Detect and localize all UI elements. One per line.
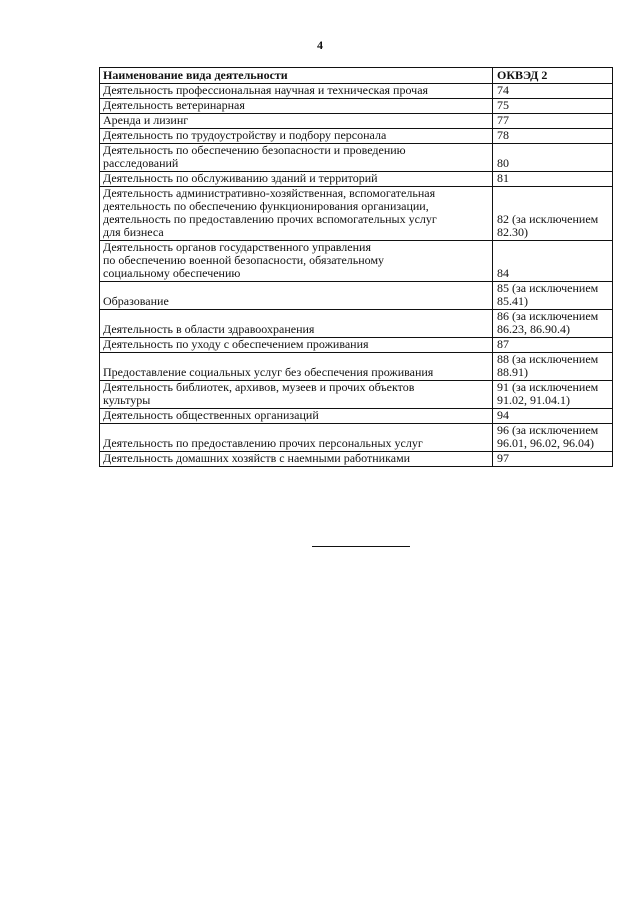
table-row	[100, 424, 613, 452]
okved-code-cell	[493, 144, 613, 172]
activity-name-cell	[100, 114, 493, 129]
activity-name-cell	[100, 424, 493, 452]
okved-code-text: 82.30)	[497, 225, 528, 239]
activity-name-text: Деятельность домашних хозяйств с наемными работниками	[103, 451, 411, 465]
okved-code-text: 78	[497, 128, 509, 142]
okved-code-text: 94	[497, 408, 509, 422]
activity-name-cell	[100, 84, 493, 99]
activity-name-text: деятельность по обеспечению функционирования организации,	[103, 199, 429, 213]
okved-code-text: 97	[497, 451, 509, 465]
activity-name-text: Деятельность общественных организаций	[103, 408, 319, 422]
header-okved-code: ОКВЭД 2	[493, 68, 613, 84]
activity-name-text: Деятельность по уходу с обеспечением проживания	[103, 337, 369, 351]
activity-name-cell	[100, 172, 493, 187]
okved-code-cell	[493, 99, 613, 114]
okved-code-cell	[493, 381, 613, 409]
activity-name-text: Деятельность в области здравоохранения	[103, 322, 315, 336]
table-body	[100, 84, 613, 467]
activity-name-text: расследований	[103, 156, 179, 170]
okved-code-text: 86.23, 86.90.4)	[497, 322, 570, 336]
okved-code-text: 85.41)	[497, 294, 528, 308]
okved-code-text: 91 (за исключением	[497, 380, 599, 394]
activity-name-text: культуры	[103, 393, 151, 407]
table-row	[100, 172, 613, 187]
okved-code-text: 88 (за исключением	[497, 352, 599, 366]
activity-name-cell	[100, 310, 493, 338]
table-row	[100, 338, 613, 353]
okved-code-cell	[493, 310, 613, 338]
okved-code-cell	[493, 409, 613, 424]
table-row	[100, 99, 613, 114]
okved-code-text: 80	[497, 156, 509, 170]
activity-name-cell	[100, 282, 493, 310]
okved-code-text: 85 (за исключением	[497, 281, 599, 295]
table-header-row	[100, 68, 613, 84]
activity-name-text: Деятельность по обслуживанию зданий и территорий	[103, 171, 378, 185]
activity-name-text: Деятельность профессиональная научная и техническая прочая	[103, 83, 429, 97]
activity-name-cell	[100, 144, 493, 172]
table-row	[100, 241, 613, 282]
activity-name-text: Деятельность по предоставлению прочих персональных услуг	[103, 436, 423, 450]
okved-code-cell	[493, 129, 613, 144]
okved-code-text: 84	[497, 266, 509, 280]
okved-code-text: 77	[497, 113, 509, 127]
okved-code-text: 82 (за исключением	[497, 212, 599, 226]
table-row	[100, 84, 613, 99]
activity-name-cell	[100, 353, 493, 381]
activity-name-cell	[100, 99, 493, 114]
okved-code-text: 96 (за исключением	[497, 423, 599, 437]
activity-name-cell	[100, 338, 493, 353]
table-row	[100, 452, 613, 467]
activity-name-cell	[100, 187, 493, 241]
activity-name-text: Деятельность органов государственного управления	[103, 240, 371, 254]
activity-name-cell	[100, 241, 493, 282]
okved-code-cell	[493, 172, 613, 187]
table-row	[100, 129, 613, 144]
okved-code-cell	[493, 282, 613, 310]
table-row	[100, 187, 613, 241]
activity-name-text: по обеспечению военной безопасности, обязательному	[103, 253, 385, 267]
activity-name-text: Предоставление социальных услуг без обеспечения проживания	[103, 365, 434, 379]
okved-code-cell	[493, 114, 613, 129]
table-row	[100, 310, 613, 338]
okved-code-text: 81	[497, 171, 509, 185]
activity-name-text: Деятельность ветеринарная	[103, 98, 245, 112]
okved-code-cell	[493, 338, 613, 353]
activity-name-text: Деятельность библиотек, архивов, музеев и прочих объектов	[103, 380, 415, 394]
okved-code-cell	[493, 241, 613, 282]
activity-name-text: социальному обеспечению	[103, 266, 241, 280]
activity-name-text: Деятельность административно-хозяйственная, вспомогательная	[103, 186, 436, 200]
activity-name-cell	[100, 452, 493, 467]
table-row	[100, 282, 613, 310]
table-row	[100, 381, 613, 409]
separator-line	[312, 546, 410, 547]
activity-name-text: Деятельность по трудоустройству и подбору персонала	[103, 128, 387, 142]
okved-code-cell	[493, 353, 613, 381]
okved-code-text: 91.02, 91.04.1)	[497, 393, 570, 407]
okved-code-text: 87	[497, 337, 509, 351]
okved-code-text: 86 (за исключением	[497, 309, 599, 323]
activity-name-text: деятельность по предоставлению прочих вспомогательных услуг	[103, 212, 437, 226]
activity-name-text: Аренда и лизинг	[103, 113, 189, 127]
okved-code-text: 74	[497, 83, 509, 97]
activity-table	[99, 67, 613, 467]
activity-name-text: для бизнеса	[103, 225, 164, 239]
okved-code-cell	[493, 452, 613, 467]
okved-code-text: 75	[497, 98, 509, 112]
okved-code-cell	[493, 187, 613, 241]
activity-name-cell	[100, 129, 493, 144]
activity-name-cell	[100, 381, 493, 409]
okved-code-text: 88.91)	[497, 365, 528, 379]
activity-name-cell	[100, 409, 493, 424]
table-row	[100, 409, 613, 424]
activity-name-text: Образование	[103, 294, 169, 308]
table-row	[100, 144, 613, 172]
page-number: 4	[317, 38, 323, 52]
table-row	[100, 353, 613, 381]
table-row	[100, 114, 613, 129]
okved-code-cell	[493, 424, 613, 452]
header-activity-name: Наименование вида деятельности	[100, 68, 493, 84]
activity-name-text: Деятельность по обеспечению безопасности и проведению	[103, 143, 406, 157]
okved-code-text: 96.01, 96.02, 96.04)	[497, 436, 594, 450]
okved-code-cell	[493, 84, 613, 99]
